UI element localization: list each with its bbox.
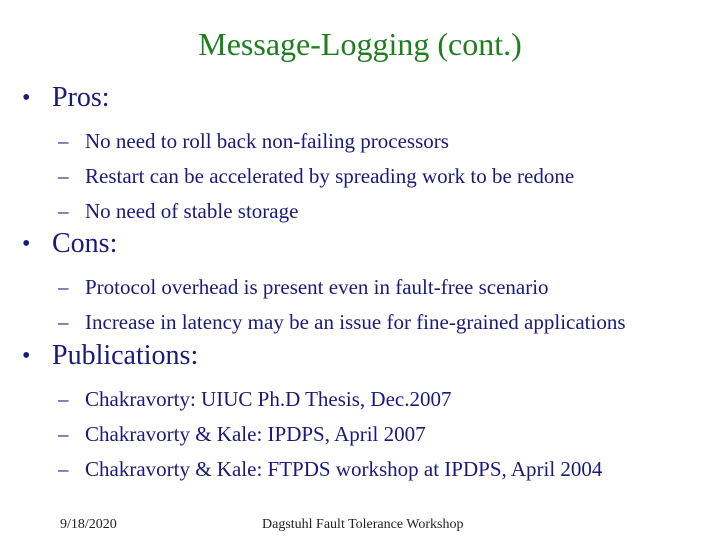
- sub-item-text: Chakravorty & Kale: FTPDS workshop at IPDPS, April 2004: [85, 457, 603, 481]
- sub-list-publications: [0, 382, 720, 487]
- sub-item-text: Chakravorty: UIUC Ph.D Thesis, Dec.2007: [85, 387, 452, 411]
- dash-icon: –: [58, 457, 69, 481]
- sub-item: [0, 124, 720, 159]
- dash-icon: –: [58, 422, 69, 446]
- sub-item: [0, 382, 720, 417]
- dash-icon: –: [58, 164, 69, 188]
- bullet-heading-publications: [0, 338, 720, 374]
- slide-title: Message-Logging (cont.): [198, 26, 522, 62]
- bullet-heading-cons: [0, 226, 720, 262]
- dash-icon: –: [58, 129, 69, 153]
- dash-icon: –: [58, 275, 69, 299]
- sub-list-pros: [0, 124, 720, 229]
- sub-item-text: Chakravorty & Kale: IPDPS, April 2007: [85, 422, 426, 446]
- bullet-heading-pros: [0, 80, 720, 116]
- dash-icon: –: [58, 387, 69, 411]
- footer-event-name: Dagstuhl Fault Tolerance Workshop: [262, 517, 464, 532]
- sub-item-text: No need to roll back non-failing processors: [85, 129, 449, 153]
- section-publications: [0, 338, 720, 487]
- sub-item: [0, 159, 720, 194]
- sub-item: [0, 417, 720, 452]
- footer-date: 9/18/2020: [60, 517, 117, 532]
- dash-icon: –: [58, 199, 69, 223]
- bullet-dot-icon: •: [22, 85, 31, 111]
- sub-item-text: Protocol overhead is present even in fault-free scenario: [85, 275, 549, 299]
- sub-item: [0, 305, 720, 340]
- bullet-dot-icon: •: [22, 231, 31, 257]
- sub-item: [0, 270, 720, 305]
- sub-item-text: Restart can be accelerated by spreading work to be redone: [85, 164, 575, 188]
- bullet-dot-icon: •: [22, 343, 31, 369]
- sub-item: [0, 452, 720, 487]
- bullet-heading-text: Cons:: [52, 228, 118, 259]
- sub-item: [0, 194, 720, 229]
- sub-item-text: No need of stable storage: [85, 199, 299, 223]
- section-pros: [0, 80, 720, 229]
- section-cons: [0, 226, 720, 340]
- bullet-heading-text: Pros:: [52, 82, 110, 113]
- bullet-heading-text: Publications:: [52, 340, 199, 371]
- sub-list-cons: [0, 270, 720, 340]
- dash-icon: –: [58, 310, 69, 334]
- sub-item-text: Increase in latency may be an issue for fine-grained applications: [85, 310, 626, 334]
